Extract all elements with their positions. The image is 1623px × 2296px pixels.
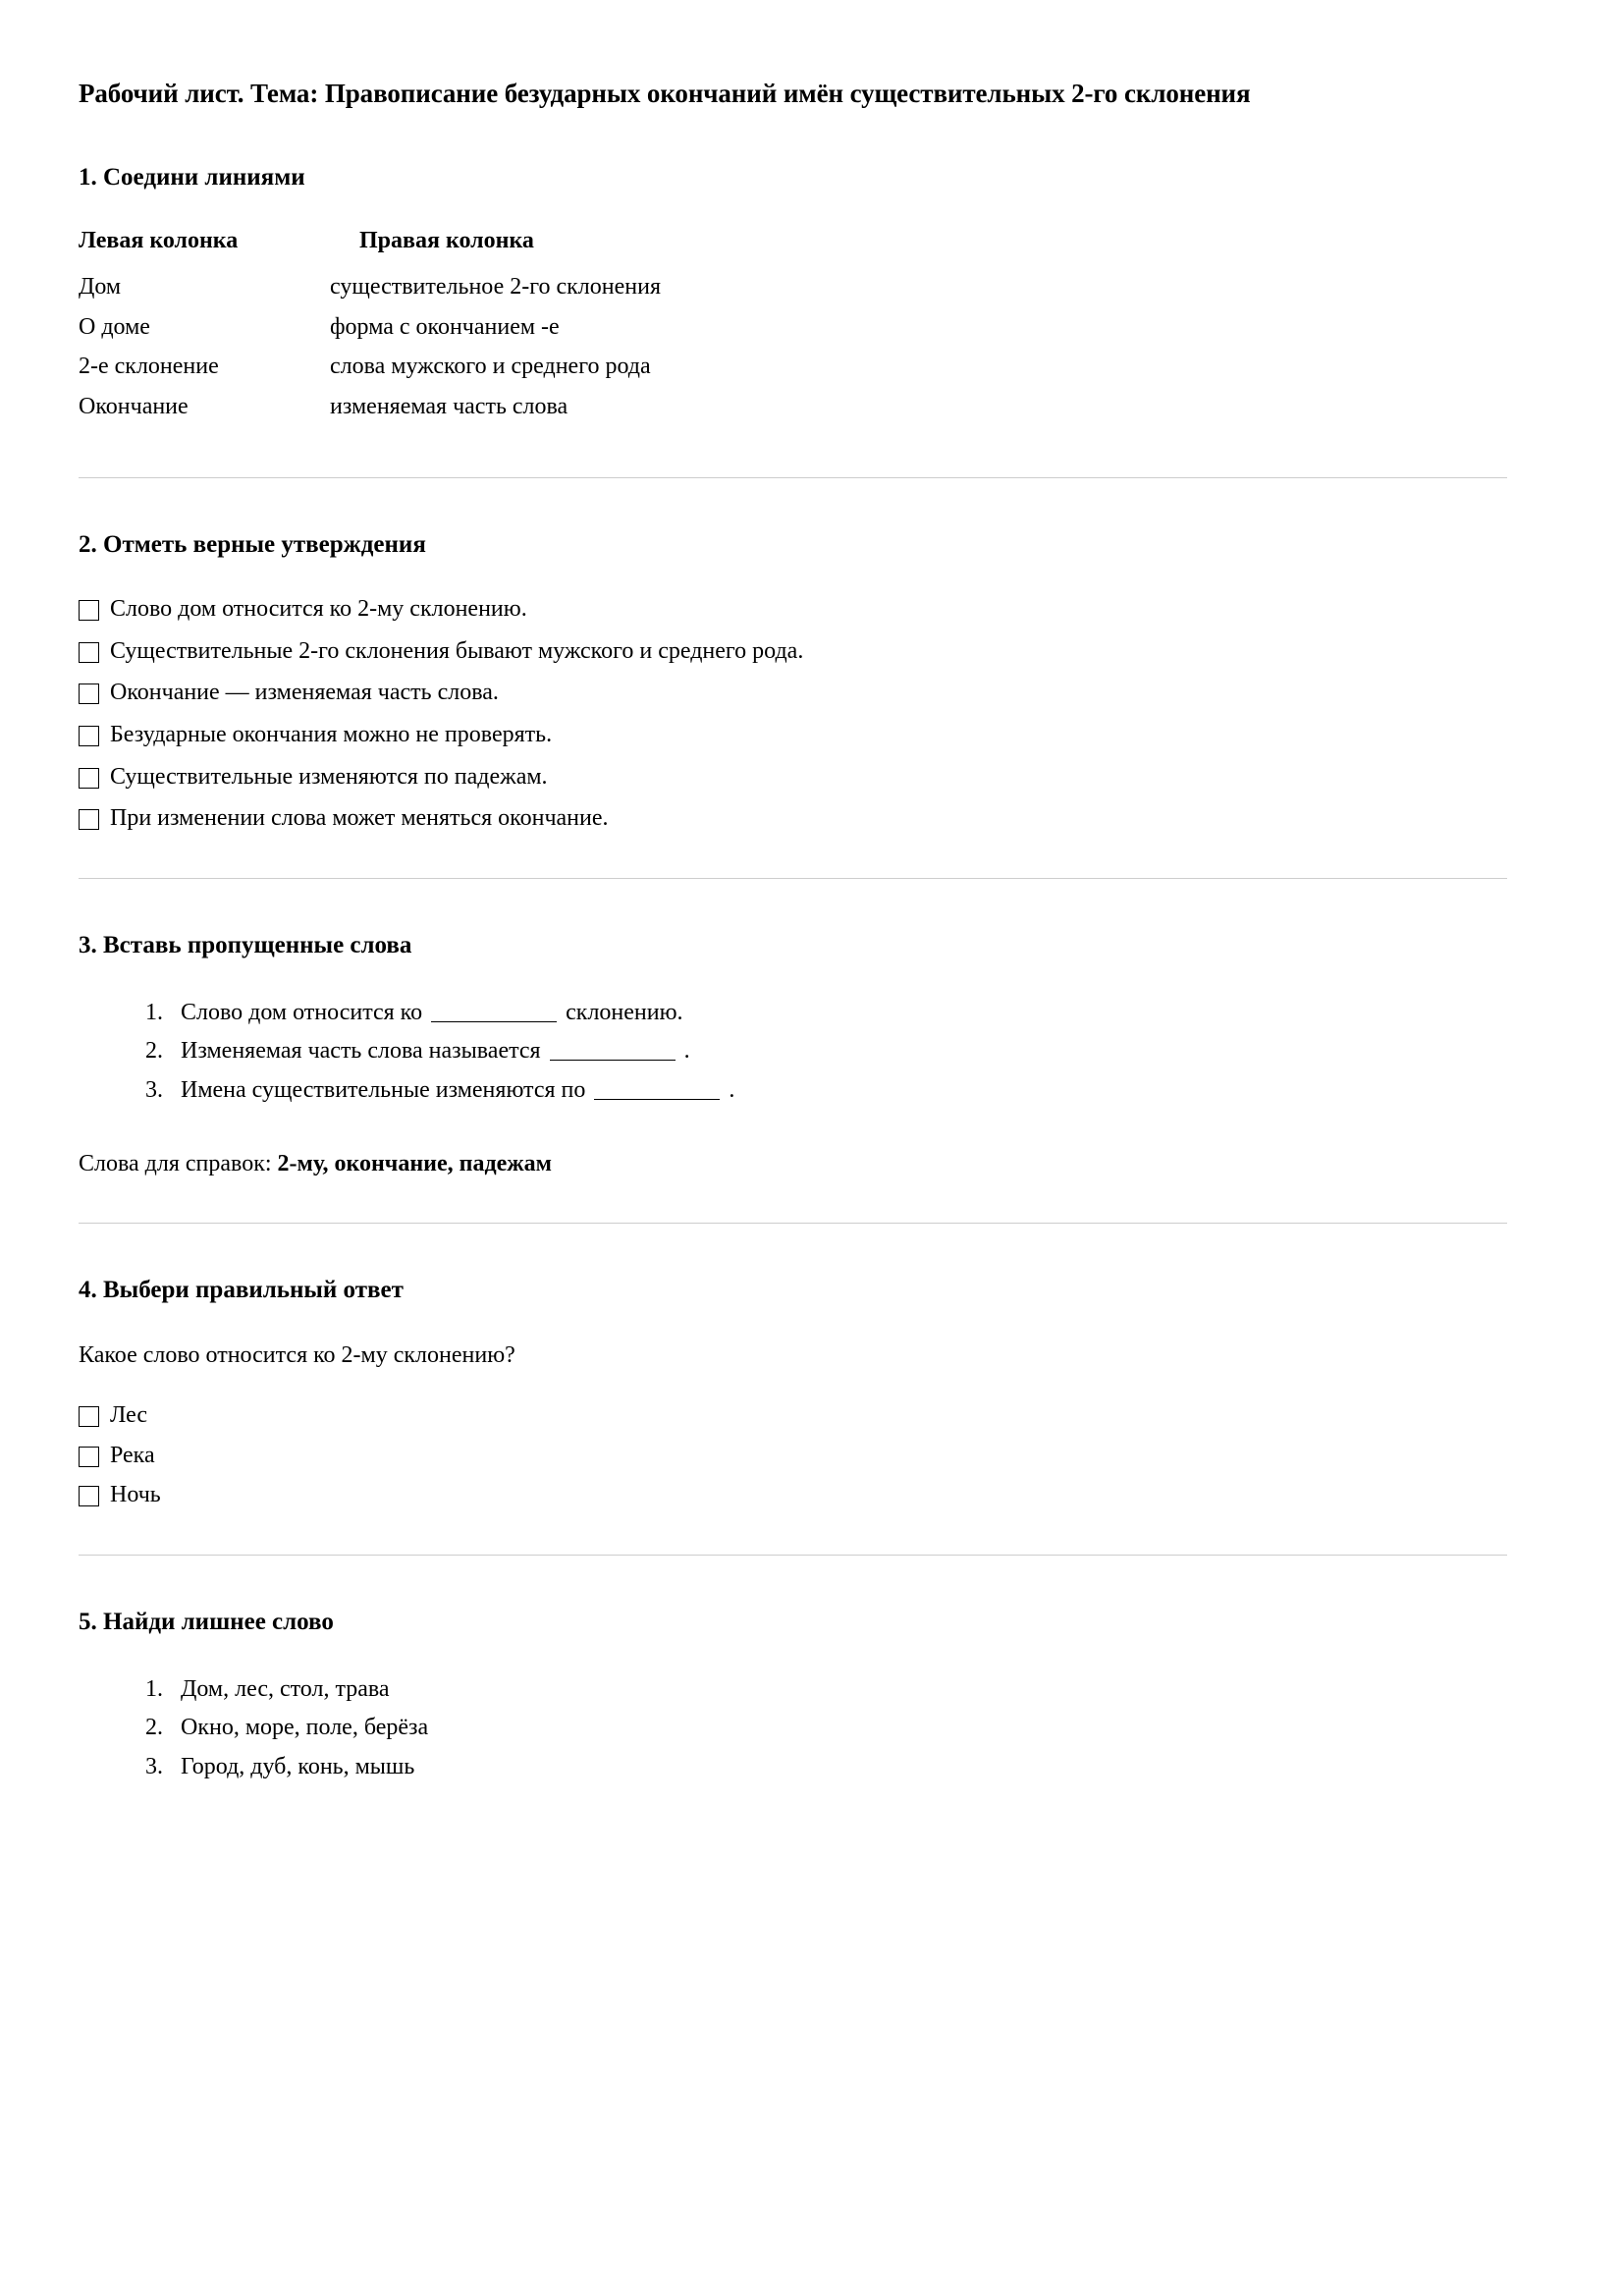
section-divider — [79, 1555, 1507, 1556]
checkbox-icon[interactable] — [79, 768, 99, 789]
checkbox-icon[interactable] — [79, 683, 99, 704]
section-odd-one-out — [79, 1607, 1507, 1784]
list-item[interactable] — [169, 996, 1507, 1031]
statement-label: Окончание — изменяемая часть слова. — [110, 680, 499, 706]
blank-input[interactable] — [431, 1021, 557, 1022]
answer-option-list — [79, 1400, 1507, 1511]
blank-prefix-text: Слово дом относится ко — [181, 999, 423, 1025]
column-header-right: Правая колонка — [359, 227, 534, 253]
checkbox-icon[interactable] — [79, 1447, 99, 1467]
option-label: Ночь — [110, 1482, 161, 1508]
list-item[interactable] — [79, 720, 1507, 751]
section-fill-blanks — [79, 930, 1507, 1179]
checkbox-icon[interactable] — [79, 726, 99, 746]
fill-blank-list — [79, 996, 1507, 1109]
odd-word-list — [79, 1672, 1507, 1785]
reference-words-value: 2-му, окончание, падежам — [277, 1151, 553, 1177]
checkbox-icon[interactable] — [79, 600, 99, 621]
table-row[interactable] — [79, 394, 661, 434]
section-divider — [79, 878, 1507, 879]
blank-suffix-text: склонению. — [566, 999, 683, 1025]
match-left-term[interactable]: 2-е склонение — [79, 354, 219, 380]
column-header-left: Левая колонка — [79, 227, 239, 253]
match-right-term[interactable]: слова мужского и среднего рода — [330, 354, 651, 380]
list-item[interactable]: 3. Город, дуб, конь, мышь — [169, 1750, 1507, 1785]
list-item[interactable] — [79, 762, 1507, 793]
list-item[interactable] — [79, 678, 1507, 709]
list-item[interactable] — [79, 1441, 1507, 1472]
match-left-term[interactable]: О доме — [79, 313, 150, 340]
table-row[interactable] — [79, 354, 661, 394]
table-row[interactable] — [79, 274, 661, 314]
checkbox-icon[interactable] — [79, 642, 99, 663]
list-item[interactable] — [79, 803, 1507, 835]
section-2-heading: 2. Отметь верные утверждения — [79, 530, 426, 558]
match-right-term[interactable]: изменяемая часть слова — [330, 393, 568, 419]
statement-label: Существительные изменяются по падежам. — [110, 763, 548, 790]
list-item[interactable] — [79, 636, 1507, 668]
list-item[interactable] — [79, 594, 1507, 626]
list-item[interactable] — [79, 1480, 1507, 1511]
reference-words-line — [79, 1149, 1507, 1179]
blank-prefix-text: Имена существительные изменяются по — [181, 1076, 586, 1103]
statement-label: При изменении слова может меняться окончание. — [110, 805, 609, 832]
checkbox-icon[interactable] — [79, 1486, 99, 1506]
checkbox-icon[interactable] — [79, 809, 99, 830]
section-match-lines — [79, 162, 1507, 433]
blank-input[interactable] — [594, 1099, 720, 1100]
table-row[interactable] — [79, 314, 661, 355]
page-title: Рабочий лист. Тема: Правописание безударных окончаний имён существительных 2-го склонения — [79, 79, 1251, 108]
option-label: Лес — [110, 1402, 148, 1429]
match-table — [79, 228, 661, 434]
blank-input[interactable] — [550, 1060, 676, 1061]
statement-label: Слово дом относится ко 2-му склонению. — [110, 596, 527, 623]
list-item[interactable] — [169, 1034, 1507, 1069]
section-divider — [79, 477, 1507, 478]
section-4-heading: 4. Выбери правильный ответ — [79, 1277, 404, 1304]
blank-suffix-text: . — [683, 1038, 690, 1065]
list-item[interactable]: 2. Окно, море, поле, берёза — [169, 1711, 1507, 1746]
option-label: Река — [110, 1442, 155, 1468]
statement-label: Существительные 2-го склонения бывают мужского и среднего рода. — [110, 637, 804, 664]
match-left-term[interactable]: Окончание — [79, 393, 189, 419]
blank-prefix-text: Изменяемая часть слова называется — [181, 1038, 541, 1065]
match-right-term[interactable]: существительное 2-го склонения — [330, 274, 661, 301]
checkbox-icon[interactable] — [79, 1406, 99, 1427]
table-header-row — [79, 228, 661, 275]
section-5-heading: 5. Найди лишнее слово — [79, 1609, 334, 1636]
section-1-heading: 1. Соедини линиями — [79, 164, 305, 191]
statement-checkbox-list — [79, 594, 1507, 835]
section-multiple-choice — [79, 1275, 1507, 1511]
section-true-statements — [79, 529, 1507, 836]
statement-label: Безударные окончания можно не проверять. — [110, 722, 553, 748]
list-item[interactable] — [79, 1400, 1507, 1432]
match-right-term[interactable]: форма с окончанием -е — [330, 313, 560, 340]
blank-suffix-text: . — [729, 1076, 735, 1103]
list-item[interactable]: 1. Дом, лес, стол, трава — [169, 1672, 1507, 1708]
section-divider — [79, 1223, 1507, 1224]
question-text: Какое слово относится ко 2-му склонению? — [79, 1341, 515, 1368]
match-left-term[interactable]: Дом — [79, 274, 122, 301]
list-item[interactable] — [169, 1073, 1507, 1109]
section-3-heading: 3. Вставь пропущенные слова — [79, 932, 412, 959]
reference-words-label: Слова для справок: — [79, 1151, 272, 1177]
